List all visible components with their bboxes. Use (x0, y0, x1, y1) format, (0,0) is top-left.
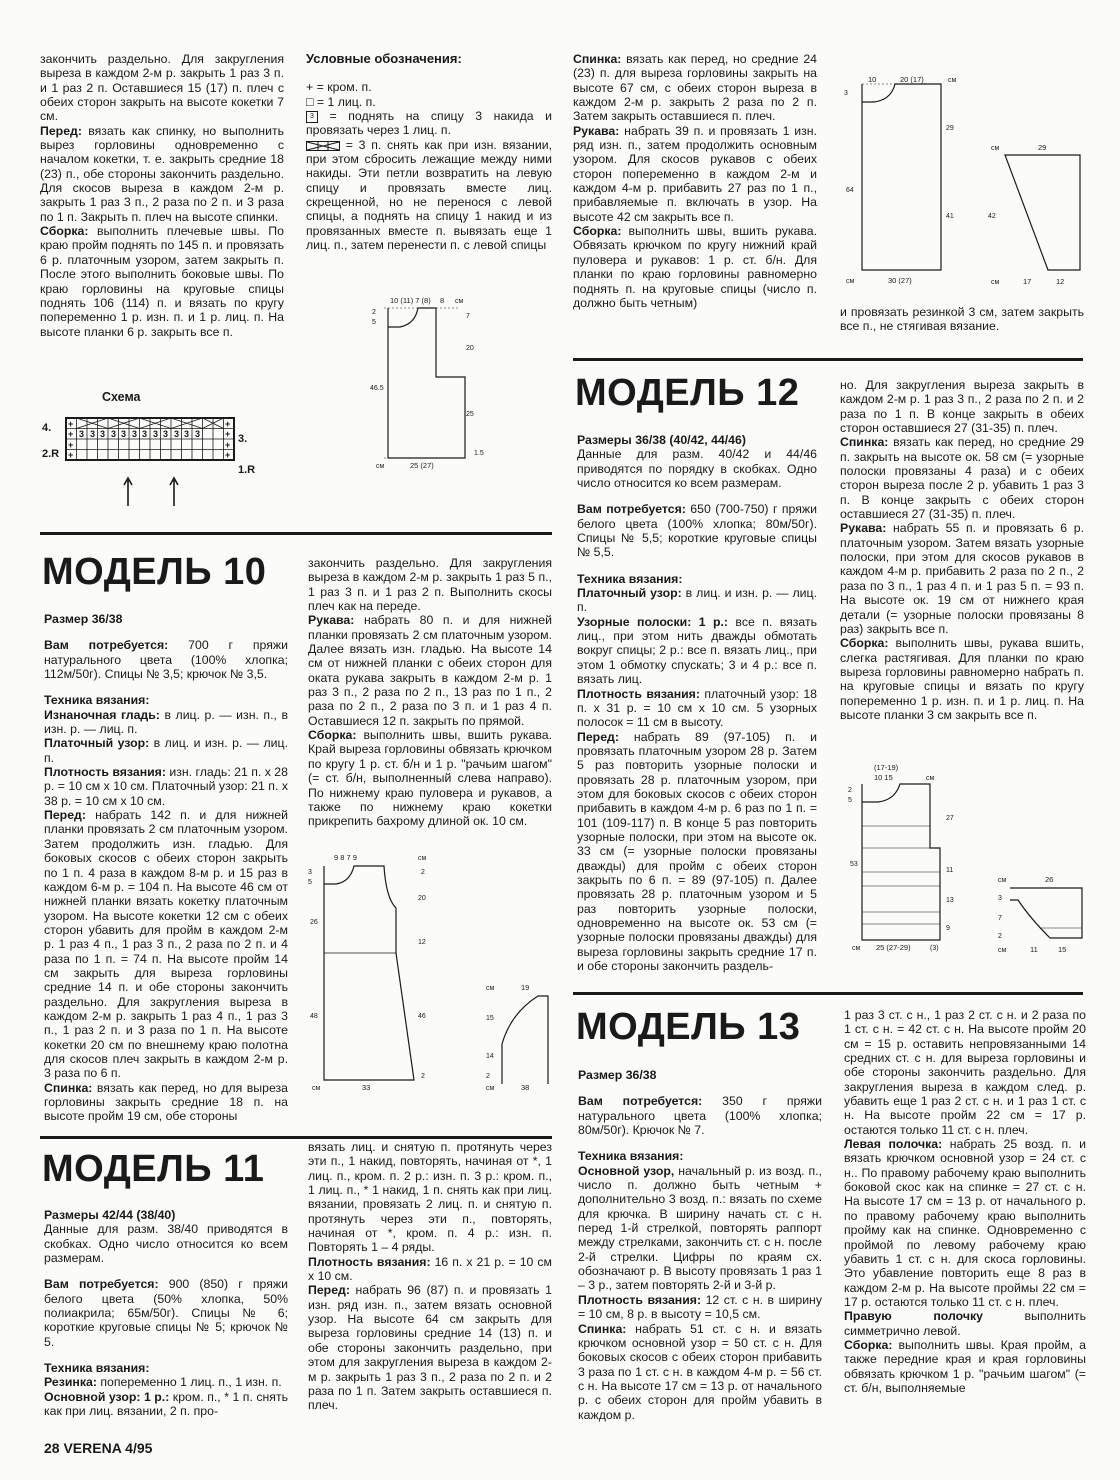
text-assembly: выполнить швы, вшить рукава. Край выреза горловины обвязать крючком по кругу 1 р. ст. б/н и 1 р. "рачьим шагом" (= ст. б/н, выполненный слева направо). По нижнему краю пуловера и рукавов, а также по нижнему краю кокетки прикрепить бахрому длиной ок. 10 см. (308, 728, 552, 829)
svg-text:3: 3 (132, 429, 138, 439)
scheme-row-3: 3. (238, 433, 248, 445)
svg-text:2: 2 (372, 309, 376, 316)
model12-col1 (577, 433, 817, 973)
svg-text:25 (27-29): 25 (27-29) (876, 943, 911, 952)
label-front: Перед: (308, 1283, 350, 1298)
svg-text:см: см (991, 145, 1000, 152)
text-p1: закончить раздельно. Для закругления выреза в каждом 2-м р. закрыть 1 раз 3 п. и 1 раз 2 п. Оставшиеся 15 (17) п. плеч с обеих сторон закрыть на высоте кокетки 7 см. (40, 52, 284, 124)
text-front: набрать 142 п. и для нижней планки провязать 2 см платочным узором. Затем продолжить изн. гладью. Для боковых скосов с обеих сторон закрыть по 1 п. 4 раза в каждом 8-м р. и 15 раз в каждом 6-м р. = 104 п. На высоте 46 см от нижней планки вязать кокетку платочным узором. На высоте кокетки 12 см с обеих сторон убавить для пройм в каждом 2-м р. 1 раз 4 п., 1 раз 3 п., 2 раза по 2 п. и 4 раза по 1 п. = 74 п. На высоте пройм 14 см закрыть для выреза горловины средние 14 п. и обе стороны закончить раздельно. Для закругления выреза в каждом 2-м р. закрыть 1 раз 4 п., 1 раз 3 п., 1 раз 2 п. и 3 раза по 1 п. На высоте кокетки 20 см по внешнему краю полотна для скосов плеч закрыть в каждом 2-м р. 3 раза по 6 п. (44, 808, 288, 1081)
legend (306, 52, 552, 252)
text-gauge: 16 п. x 21 р. = 10 см x 10 см. (308, 1254, 552, 1284)
scheme-grid (40, 388, 270, 513)
text-back: набрать 51 ст. с н. и вязать крючком основной узор = 50 ст. с н. Для боковых скосов с обеих сторон прибавить 3 раза по 1 ст. с н. в каждом 4-м р. = 56 ст. с н. На высоте 17 см = 13 р. от начального р. с обеих сторон для пройм убавить в каждом р. (578, 1321, 822, 1422)
page-footer: 28 VERENA 4/95 (44, 1440, 153, 1456)
svg-text:48: 48 (310, 1013, 318, 1020)
text-back: вязать как перед, но средние 24 (23) п. для выреза горловины закрыть на высоте 67 см, с обеих сторон выреза в каждом 2-м р. закрыть 2 раза по 2 п. Затем закрыть оставшиеся п. плеч. (573, 52, 817, 124)
model11-title: МОДЕЛЬ 11 (42, 1148, 265, 1190)
svg-text:20 (17): 20 (17) (900, 75, 924, 84)
model11-end-text (840, 305, 1084, 334)
text-main-pattern: кром. п., * 1 п. снять как при лиц. вязании, 2 п. про- (44, 1389, 288, 1419)
svg-text:(3): (3) (930, 945, 939, 952)
svg-text:3: 3 (844, 90, 848, 97)
label-materials: Вам потребуется: (577, 502, 686, 517)
svg-text:3: 3 (100, 429, 106, 439)
svg-text:5: 5 (308, 879, 312, 886)
svg-text:9 8 7 9: 9 8 7 9 (334, 853, 357, 862)
label-pattern-stripes: Узорные полоски: 1 р.: (577, 614, 729, 629)
label-back: Спинка: (840, 435, 889, 450)
svg-text:12: 12 (1056, 277, 1065, 286)
model11-size: Размеры 42/44 (38/40) (44, 1208, 176, 1222)
label-left-front: Левая полочка: (844, 1137, 943, 1152)
svg-text:64: 64 (846, 187, 854, 194)
svg-text:29: 29 (946, 125, 954, 132)
svg-text:19: 19 (521, 983, 530, 992)
svg-text:30 (27): 30 (27) (888, 276, 912, 285)
text-garter: в лиц. и изн. р. — лиц. п. (44, 736, 289, 765)
svg-text:8: 8 (440, 296, 445, 305)
pattern-diagram-model10 (306, 848, 556, 1096)
label-materials: Вам потребуется: (578, 1094, 703, 1109)
svg-text:2: 2 (998, 933, 1002, 940)
model11-col1 (44, 1208, 288, 1418)
model11-col2 (308, 1140, 552, 1413)
legend-yarnover: = поднять на спицу 3 накида и провязать через 1 лиц. п. (306, 109, 552, 138)
pattern-diagram-model11 (838, 70, 1083, 295)
model13-title: МОДЕЛЬ 13 (576, 1006, 801, 1048)
svg-text:10: 10 (868, 75, 877, 84)
text-continuation: вязать лиц. и снятую п. протянуть через эти п., 1 накид, повторять, начиная от *, 1 лиц. п., кром. п. 2 р.: изн. п. 3 р.: кром. п., 1 лиц. п., * 1 накид, 1 п. снять как при лиц. вязании, провязать 2 лиц. п. и снятую п. протянуть через эти п., повторять, начиная от *, кром. п. 4 р.: изн. п. Повторять 1 – 4 ряды. (308, 1140, 552, 1255)
model10-col1 (44, 612, 288, 1124)
text-front: вязать как спинку, но выполнить вырез горловины одновременно с началом кокетки, т. е. закрыть средние 18 (23) п., обе стороны закончить раздельно. Для скосов выреза в каждом 2-м р. закрыть 1 раз 3 п., 2 раза по 2 п. и 3 раза по 1 п. Закрыть п. плеч на высоте спинки. (40, 123, 284, 224)
svg-text:см: см (455, 298, 464, 305)
text-gauge: платочный узор: 18 п. x 31 р. = 10 см x 10 см. 5 узорных полосок = 11 см в высоту. (577, 686, 817, 730)
svg-text:+: + (225, 429, 231, 439)
text-assembly: выполнить плечевые швы. По краю пройм поднять по 145 п. и провязать 6 р. платочным узором, затем закрыть п. После этого выполнить боковые швы. По краю горловины на круговые спицы поднять 106 (114) п. и вязать по кругу попеременно 1 р. изн. п. и 1 р. лиц. п. На высоте планки 6 р. закрыть все п. (40, 224, 284, 339)
label-technique: Техника вязания: (44, 1361, 150, 1376)
scheme-row-1: 1.R (238, 464, 256, 476)
svg-text:1.5: 1.5 (474, 450, 484, 457)
svg-text:7: 7 (998, 915, 1002, 922)
svg-text:см: см (486, 1085, 495, 1092)
text-materials: 350 г пряжи натурального цвета (100% хлопка; 80м/50г). Крючок № 7. (578, 1094, 822, 1138)
text-pattern-stripes: все п. вязать лиц., при этом нить дважды обмотать вокруг спицы; 2 р.: все п. вязать лиц., при этом 1 обмотку спускать; 3 и 4 р.: все п. вязать лиц. (577, 614, 817, 687)
text-materials: 650 (700-750) г пряжи белого цвета (100% хлопка; 80м/50г). Спицы № 5,5; короткие круговые спицы № 5,5. (577, 502, 817, 560)
label-garter: Платочный узор: (577, 586, 682, 601)
label-sleeves: Рукава: (573, 123, 620, 138)
svg-text:3: 3 (111, 429, 117, 439)
model13-col2 (844, 1008, 1086, 1395)
divider-model11 (40, 1136, 552, 1139)
label-gauge: Плотность вязания: (577, 686, 700, 701)
legend-edge-stitch: + = кром. п. (306, 80, 372, 95)
label-reverse-stockinette: Изнаночная гладь: (44, 707, 160, 722)
label-right-front: Правую полочку (844, 1309, 983, 1324)
divider-model13 (573, 992, 1083, 995)
label-gauge: Плотность вязания: (44, 765, 166, 780)
text-sleeves: набрать 55 п. и провязать 6 р. платочным узором. Затем вязать узорные полоски, при этом для скосов рукавов в каждом 4-м р. прибавить 2 раза по 2 п., 2 раза по 3 п., 1 раз 4 п. и 1 раз 5 п. = 93 п. На высоте ок. 19 см от нижнего края детали (= узорные полоски провязаны 8 раз) закрыть все п. (840, 521, 1084, 636)
svg-text:26: 26 (310, 919, 318, 926)
pattern-diagram-model12 (840, 760, 1085, 955)
scheme-row-4: 4. (42, 422, 52, 434)
svg-text:см: см (486, 985, 495, 992)
label-main-pattern: Основной узор: 1 р.: (44, 1389, 170, 1404)
svg-text:11: 11 (946, 867, 954, 874)
label-assembly: Сборка: (573, 224, 622, 239)
label-front: Перед: (40, 123, 82, 138)
svg-text:2: 2 (848, 787, 852, 794)
text-left-front: набрать 25 возд. п. и вязать крючком основной узор = 24 ст. с н.. По правому рабочему краю выполнить боковой скос как на спинке = 27 ст. с н. На высоте 17 см = 13 р. от начального р. по правому рабочему краю выполнить пройму как на спинке. Одновременно с проймой по левому рабочему краю убавить 1 ст. с н. для скоса горловины. Это убавление повторить еще 8 раз в каждом 2-м р. На высоте проймы 22 см = 17 р. остаются только 11 ст. с н. плеч. (844, 1137, 1086, 1309)
text-right-front: выполнить симметрично левой. (844, 1309, 1086, 1338)
model11-continuation (573, 52, 817, 310)
text-gauge: изн. гладь: 21 п. x 28 р. = 10 см x 10 см. Платочный узор: 21 п. x 38 р. = 10 см x 10 см. (44, 765, 288, 808)
svg-text:41: 41 (946, 213, 954, 220)
svg-text:42: 42 (988, 213, 996, 220)
label-materials: Вам потребуется: (44, 1277, 159, 1292)
svg-text:3: 3 (142, 429, 148, 439)
model13-col1 (578, 1068, 822, 1422)
text-gauge: 12 ст. с н. в ширину = 10 см, 8 р. в высоту = 10,5 см. (578, 1292, 822, 1322)
svg-text:+: + (68, 450, 74, 460)
svg-text:10 15: 10 15 (874, 773, 893, 782)
text-front: набрать 96 (87) п. и провязать 1 изн. ряд изн. п., затем вязать основной узор. На высоте 64 см закрыть для выреза горловины средние 14 (13) п. и обе стороны закончить раздельно, при этом для закругления выреза в каждом 2-м р. закрыть 1 раз 3 п., 2 раза по 2 п. и 2 раза по 1 п. Затем закрыть оставшиеся п. плеч. (308, 1283, 552, 1413)
text-materials: 700 г пряжи натурального цвета (100% хлопка; 112м/50г). Спицы № 3,5; крючок № 3,5. (44, 638, 288, 682)
svg-text:см: см (948, 77, 957, 84)
label-front: Перед: (44, 808, 86, 823)
label-materials: Вам потребуется: (44, 638, 169, 653)
legend-cross-icon (306, 140, 340, 150)
svg-text:+: + (68, 419, 74, 429)
svg-text:+: + (225, 419, 231, 429)
svg-text:3: 3 (153, 429, 159, 439)
scheme-title: Схема (102, 390, 141, 404)
svg-text:46: 46 (418, 1013, 426, 1020)
svg-text:(17-19): (17-19) (874, 763, 899, 772)
svg-text:26: 26 (1045, 875, 1054, 884)
label-front: Перед: (577, 729, 619, 744)
label-assembly: Сборка: (840, 636, 889, 651)
svg-text:20: 20 (466, 345, 474, 352)
svg-text:см: см (852, 945, 861, 952)
label-gauge: Плотность вязания: (308, 1254, 431, 1269)
text-assembly: выполнить швы. Края пройм, а также передние края и края горловины обвязать крючком 1 р. "рачьим шагом" (= ст. б/н, выполняемые (844, 1337, 1086, 1395)
svg-text:3: 3 (308, 869, 312, 876)
svg-text:53: 53 (850, 861, 858, 868)
svg-text:10 (11) 7 (8): 10 (11) 7 (8) (390, 296, 431, 305)
legend-knit-stitch: □ = 1 лиц. п. (306, 94, 376, 109)
svg-text:2: 2 (421, 869, 425, 876)
svg-text:25 (27): 25 (27) (410, 461, 434, 470)
svg-text:+: + (68, 429, 74, 439)
divider-model12 (573, 358, 1083, 361)
svg-text:см: см (991, 279, 1000, 286)
svg-text:5: 5 (848, 797, 852, 804)
svg-text:+: + (68, 440, 74, 450)
scheme-row-2: 2.R (42, 448, 60, 460)
label-sleeves: Рукава: (840, 521, 887, 536)
label-main-pattern: Основной узор, (578, 1163, 675, 1178)
text-assembly: выполнить швы, рукава вшить, слегка растягивая. Для планки по краю выреза горловины равномерно набрать п. на круговые спицы и вязать по кругу попеременно 1 р. изн. п. и 1 р. лиц. п. На высоте планки 3 см закрыть все п. (840, 636, 1084, 722)
svg-text:25: 25 (466, 411, 474, 418)
label-back: Спинка: (573, 52, 622, 66)
text-sleeves: набрать 80 п. и для нижней планки провязать 2 см платочным узором. Далее вязать изн. гладью. На высоте 14 см от нижней планки с обеих сторон для оката рукава закрыть в каждом 2-м р. 1 раз 3 п., 2 раза по 2 п., 13 раз по 1 п., 2 раза по 2 п., 2 раза по 3 п. и 1 раз 4 п. Оставшиеся 12 п. закрыть по прямой. (308, 613, 552, 728)
label-technique: Техника вязания: (577, 571, 683, 586)
svg-text:+: + (225, 440, 231, 450)
svg-text:15: 15 (1058, 945, 1067, 954)
divider-model10 (40, 532, 552, 535)
stitch-scheme (40, 388, 270, 513)
label-garter: Платочный узор: (44, 736, 150, 751)
svg-text:3: 3 (90, 429, 96, 439)
legend-title: Условные обозначения: (306, 51, 462, 66)
legend-yarnover-icon: 3 (306, 111, 318, 123)
label-assembly: Сборка: (40, 224, 89, 239)
model10-col2 (308, 556, 552, 829)
model9-continuation (40, 52, 284, 339)
svg-text:см: см (312, 1085, 321, 1092)
svg-text:27: 27 (946, 815, 954, 822)
legend-cross: = 3 п. снять как при изн. вязании, при этом сбросить лежащие между ними накиды. Эти петли возвратить на левую спицу и провязать вместе лиц. скрещенной, но не перенося с левой спицы, а поднять на спицу 1 накид и из провязанных вместе п. вывязать еще 1 лиц. п., затем перенести п. с левой спицы (306, 137, 552, 253)
svg-text:7: 7 (466, 313, 470, 320)
model12-size: Размеры 36/38 (40/42, 44/46) (577, 433, 746, 447)
svg-text:29: 29 (1038, 143, 1047, 152)
svg-text:20: 20 (418, 895, 426, 902)
label-gauge: Плотность вязания: (578, 1292, 702, 1307)
text-back: вязать как перед, но средние 29 п. закрыть на высоте ок. 58 см (= узорные полоски провязаны 4 раза) и с обеих сторон выреза после 2 р. убавить 1 раз 3 п. В конце закрыть с обеих сторон оставшиеся 27 (31-35) п. плеч. (840, 435, 1084, 522)
model12-size-note: Данные для разм. 40/42 и 44/46 приводятся по порядку в скобках. Одно число относится ко всем размерам. (577, 447, 817, 491)
text-ribbing-finish: и провязать резинкой 3 см, затем закрыть все п., не стягивая вязание. (840, 305, 1084, 334)
label-assembly: Сборка: (308, 728, 357, 743)
text-garter: в лиц. и изн. р. — лиц. п. (577, 586, 818, 615)
svg-text:13: 13 (946, 897, 954, 904)
svg-text:3: 3 (79, 429, 85, 439)
text-back: вязать как перед, но для выреза горловины закрыть средние 18 п. на высоте пройм 19 см, обе стороны (44, 1080, 288, 1124)
svg-text:2: 2 (421, 1073, 425, 1080)
svg-text:46.5: 46.5 (370, 385, 384, 392)
svg-text:3: 3 (195, 429, 201, 439)
text-reverse-stockinette: в лиц. р. — изн. п., в изн. р. — лиц. п. (44, 707, 288, 737)
label-technique: Техника вязания: (578, 1149, 684, 1164)
svg-text:3: 3 (121, 429, 127, 439)
svg-text:+: + (225, 450, 231, 460)
svg-text:3: 3 (163, 429, 169, 439)
model12-col2 (840, 378, 1084, 722)
label-assembly: Сборка: (844, 1337, 893, 1352)
svg-text:см: см (998, 947, 1007, 954)
svg-text:3: 3 (174, 429, 180, 439)
svg-text:2: 2 (486, 1073, 490, 1080)
label-back: Спинка: (44, 1080, 93, 1095)
svg-text:9: 9 (946, 925, 950, 932)
svg-text:см: см (998, 877, 1007, 884)
text-sleeves: набрать 39 п. и провязать 1 изн. ряд изн. п., затем продолжить основным узором. Для скосов рукавов с обеих сторон попеременно в каждом 2-м и каждом 4-м р. прибавить 27 раз по 1 п., прибавляемые п. включать в узор. На высоте 42 см закрыть все п. (573, 123, 817, 224)
svg-text:38: 38 (521, 1083, 530, 1092)
text-assembly: выполнить швы, вшить рукава. Обвязать крючком по кругу нижний край пуловера и рукавов: 1 р. ст. б/н. Для планки по краю горловины равномерно поднять п. на круговые спицы (число п. должно быть четным) (573, 224, 817, 310)
svg-text:см: см (418, 855, 427, 862)
label-back: Спинка: (578, 1321, 627, 1336)
svg-text:см: см (846, 278, 855, 285)
text-materials: 900 (850) г пряжи белого цвета (50% хлопка, 50% полиакрила; 65м/50г). Спицы № 6; короткие круговые спицы № 5; крючок № 5. (44, 1277, 288, 1349)
svg-text:17: 17 (1023, 277, 1032, 286)
svg-text:15: 15 (486, 1015, 494, 1022)
model12-title: МОДЕЛЬ 12 (575, 372, 800, 414)
svg-text:5: 5 (372, 319, 376, 326)
text-continuation: 1 раз 3 ст. с н., 1 раз 2 ст. с н. и 2 раза по 1 ст. с н. = 42 ст. с н. На высоте пройм 20 см = 15 р. оставить непровязанными 14 средних ст. с н. для выреза горловины и обе стороны закончить раздельно. Для закругления выреза в каждом след. р. убавить еще 1 раз 2 ст. с н. и 1 раз 1 ст. с н. На высоте пройм 22 см = 17 р. остаются только 11 ст. с н. плеч. (844, 1008, 1086, 1137)
text-continuation: закончить раздельно. Для закругления выреза в каждом 2-м р. закрыть 1 раз 5 п., 1 раз 3 п. и 1 раз 2 п. Выполнить скосы плеч как на переде. (308, 556, 552, 614)
model10-title: МОДЕЛЬ 10 (42, 551, 267, 593)
svg-text:3: 3 (998, 895, 1002, 902)
text-continuation: но. Для закругления выреза закрыть в каждом 2-м р. 1 раз 3 п., 2 раза по 2 п. и 2 раза по 1 п. В конце закрыть в обеих сторон оставшиеся 27 (31-35) п. плеч. (840, 378, 1084, 436)
svg-text:см: см (926, 775, 935, 782)
svg-text:12: 12 (418, 939, 426, 946)
text-main-pattern: начальный р. из возд. п., число п. должно быть четным + дополнительно 3 возд. п.: вязать по схеме для крючка. В ширину начать ст. с н. перед 1-й стрелкой, повторять раппорт между стрелками, закончить ст. с н. после 2-й стрелки. Цифры по краям сх. обозначают р. В высоту провязать 1 раз 1 – 3 р., затем повторять 2-й и 3-й р. (578, 1163, 823, 1293)
label-sleeves: Рукава: (308, 613, 355, 628)
pattern-diagram-model9 (370, 292, 490, 472)
model10-size: Размер 36/38 (44, 612, 123, 626)
svg-text:14: 14 (486, 1053, 494, 1060)
model13-size: Размер 36/38 (578, 1068, 657, 1082)
svg-text:см: см (376, 463, 385, 470)
text-front: набрать 89 (97-105) п. и провязать платочным узором 28 р. Затем 5 раз повторить узорные полоски и провязать 28 р. платочным узором, при этом для боковых скосов с обеих сторон прибавить в каждом 4-м р. 6 раз по 1 п. = 101 (109-117) п. В конце 5 раз повторить узорные полоски, при этом на высоте ок. 33 см (= узорные полоски провязаны дважды) для пройм с обеих сторон закрыть по 6 п. = 89 (97-105) п. Далее провязать 28 р. платочным узором и 5 раз повторить узорные полоски, одновременно на высоте ок. 53 см (= узорные полоски провязаны дважды) для выреза горловины закрыть средние 17 п. и обе стороны закончить раздель- (577, 729, 817, 974)
svg-text:11: 11 (1030, 945, 1038, 954)
svg-text:33: 33 (362, 1083, 371, 1092)
svg-text:3: 3 (184, 429, 190, 439)
label-ribbing: Резинка: (44, 1375, 97, 1390)
model11-size-note: Данные для разм. 38/40 приводятся в скобках. Одно число относится ко всем размерам. (44, 1222, 288, 1266)
text-ribbing: попеременно 1 лиц. п., 1 изн. п. (96, 1375, 282, 1390)
label-technique: Техника вязания: (44, 693, 150, 708)
